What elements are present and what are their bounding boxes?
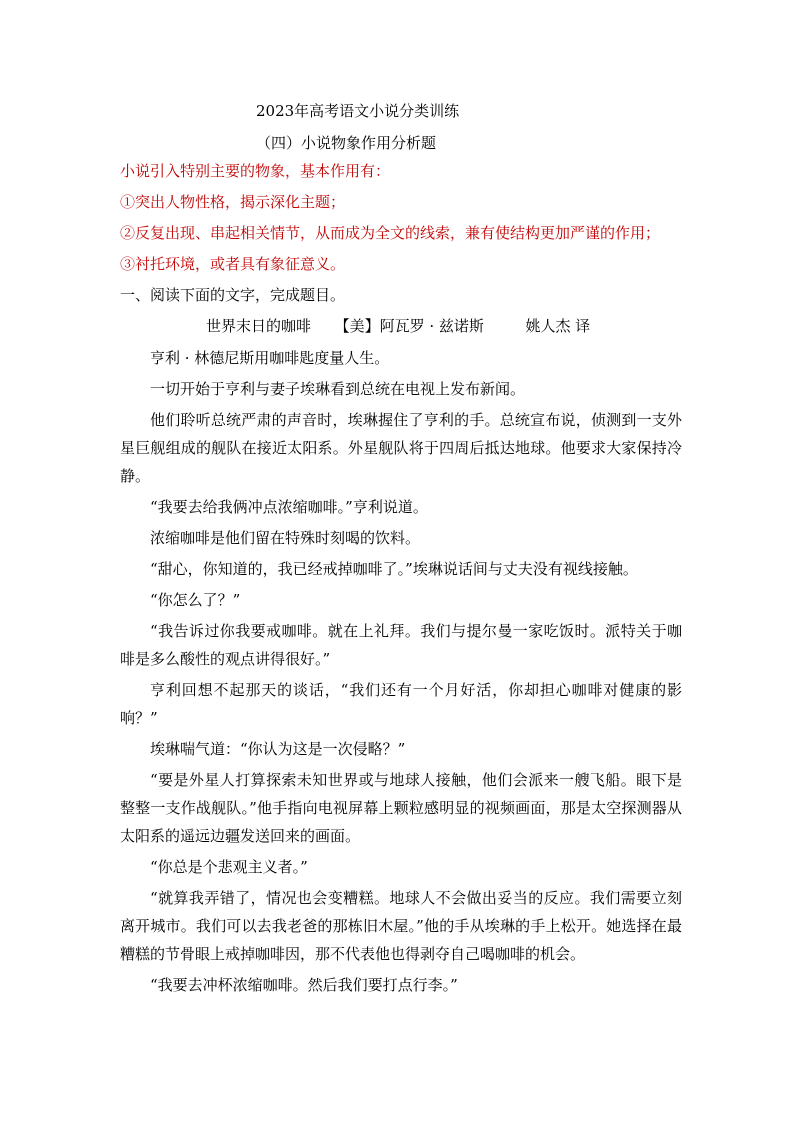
story-paragraph: “我要去给我俩冲点浓缩咖啡。”亨利说道。 [150, 498, 428, 516]
section-heading: 一、阅读下面的文字，完成题目。 [120, 286, 346, 304]
story-paragraph: 他们聆听总统严肃的声音时，埃琳握住了亨利的手。总统宣布说，侦测到一支外星巨舰组成的舰队在接近太阳系。外星舰队将于四周后抵达地球。他要求大家保持冷静。 [120, 411, 682, 485]
story-paragraph: 一切开始于亨利与妻子埃琳看到总统在电视上发布新闻。 [150, 380, 526, 398]
guidance-block [120, 156, 680, 280]
story-translator: 姚人杰 译 [525, 317, 591, 335]
guidance-intro: 小说引入特别主要的物象，基本作用有： [120, 162, 391, 180]
story-paragraph: 亨利 · 林德尼斯用咖啡匙度量人生。 [150, 349, 390, 367]
story-paragraph: “我要去冲杯浓缩咖啡。然后我们要打点行李。” [150, 976, 458, 994]
story-paragraph: 浓缩咖啡是他们留在特殊时刻喝的饮料。 [150, 529, 421, 547]
document-title: 2023年高考语文小说分类训练 [256, 102, 460, 120]
document-subtitle: （四）小说物象作用分析题 [256, 134, 437, 152]
guidance-point: ③衬托环境，或者具有象征意义。 [120, 255, 346, 273]
story-body [120, 344, 682, 999]
story-author: 【美】阿瓦罗 · 兹诺斯 [334, 317, 484, 335]
story-paragraph: 埃琳喘气道：“你认为这是一次侵略？” [150, 740, 406, 758]
story-paragraph: “就算我弄错了，情况也会变糟糕。地球人不会做出妥当的反应。我们需要立刻离开城市。我们可以去我老爸的那栋旧木屋。”他的手从埃琳的手上松开。她选择在最糟糕的节骨眼上戒掉咖啡因，那不代表他也得剥夺自己喝咖啡的机会。 [120, 889, 682, 963]
story-paragraph: “你怎么了？” [150, 591, 241, 609]
guidance-point: ①突出人物性格，揭示深化主题； [120, 193, 346, 211]
story-title-line [206, 314, 590, 338]
story-paragraph: “我告诉过你我要戒咖啡。就在上礼拜。我们与提尔曼一家吃饭时。派特关于咖啡是多么酸性的观点讲得很好。” [120, 622, 682, 668]
story-title: 世界末日的咖啡 [206, 317, 312, 335]
story-paragraph: 亨利回想不起那天的谈话，“我们还有一个月好活，你却担心咖啡对健康的影响？” [120, 681, 682, 727]
story-paragraph: “要是外星人打算探索未知世界或与地球人接触，他们会派来一艘飞船。眼下是整整一支作战舰队。”他手指向电视屏幕上颗粒感明显的视频画面，那是太空探测器从太阳系的遥远边疆发送回来的画面。 [120, 771, 682, 845]
story-paragraph: “甜心，你知道的，我已经戒掉咖啡了。”埃琳说话间与丈夫没有视线接触。 [150, 560, 638, 578]
story-paragraph: “你总是个悲观主义者。” [150, 858, 308, 876]
guidance-point: ②反复出现、串起相关情节，从而成为全文的线索，兼有使结构更加严谨的作用； [120, 224, 661, 242]
